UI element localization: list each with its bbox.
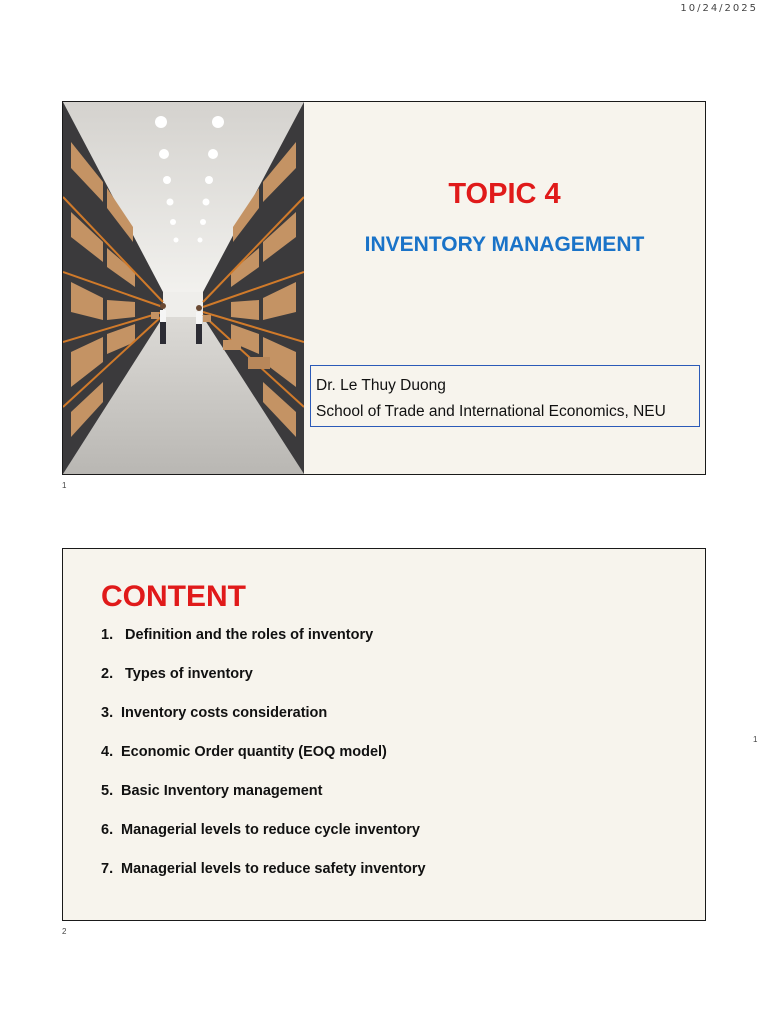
author-affiliation: School of Trade and International Economics, NEU [316, 403, 666, 420]
side-page-marker: 1 [753, 735, 758, 744]
list-item [101, 627, 426, 666]
list-item [101, 705, 426, 744]
list-item-number: 6. [101, 822, 114, 838]
list-item-number: 7. [101, 861, 114, 877]
content-list [101, 627, 426, 900]
content-title: CONTENT [101, 580, 246, 613]
list-item [101, 783, 426, 822]
author-box [310, 365, 700, 427]
list-item-text: Definition and the roles of inventory [125, 627, 374, 643]
list-item [101, 666, 426, 705]
list-item-text: Inventory costs consideration [121, 705, 328, 721]
list-item [101, 822, 426, 861]
list-item-number: 2. [101, 666, 114, 682]
list-item-text: Types of inventory [125, 666, 253, 682]
list-item-number: 1. [101, 627, 114, 643]
list-item [101, 744, 426, 783]
content-slide [62, 548, 706, 921]
slide-subtitle: INVENTORY MANAGEMENT [364, 233, 645, 256]
warehouse-photo-icon [63, 102, 304, 474]
slide-1-page-number: 1 [62, 481, 67, 490]
title-slide [62, 101, 706, 475]
list-item [101, 861, 426, 900]
slide-topic: TOPIC 4 [448, 178, 561, 210]
author-name: Dr. Le Thuy Duong [316, 377, 446, 394]
print-date: 10/24/2025 [680, 3, 758, 14]
list-item-number: 3. [101, 705, 114, 721]
list-item-number: 5. [101, 783, 114, 799]
list-item-number: 4. [101, 744, 114, 760]
slide-2-page-number: 2 [62, 927, 67, 936]
list-item-text: Managerial levels to reduce cycle inventory [121, 822, 420, 838]
list-item-text: Basic Inventory management [121, 783, 323, 799]
list-item-text: Economic Order quantity (EOQ model) [121, 744, 387, 760]
list-item-text: Managerial levels to reduce safety inventory [121, 861, 426, 877]
